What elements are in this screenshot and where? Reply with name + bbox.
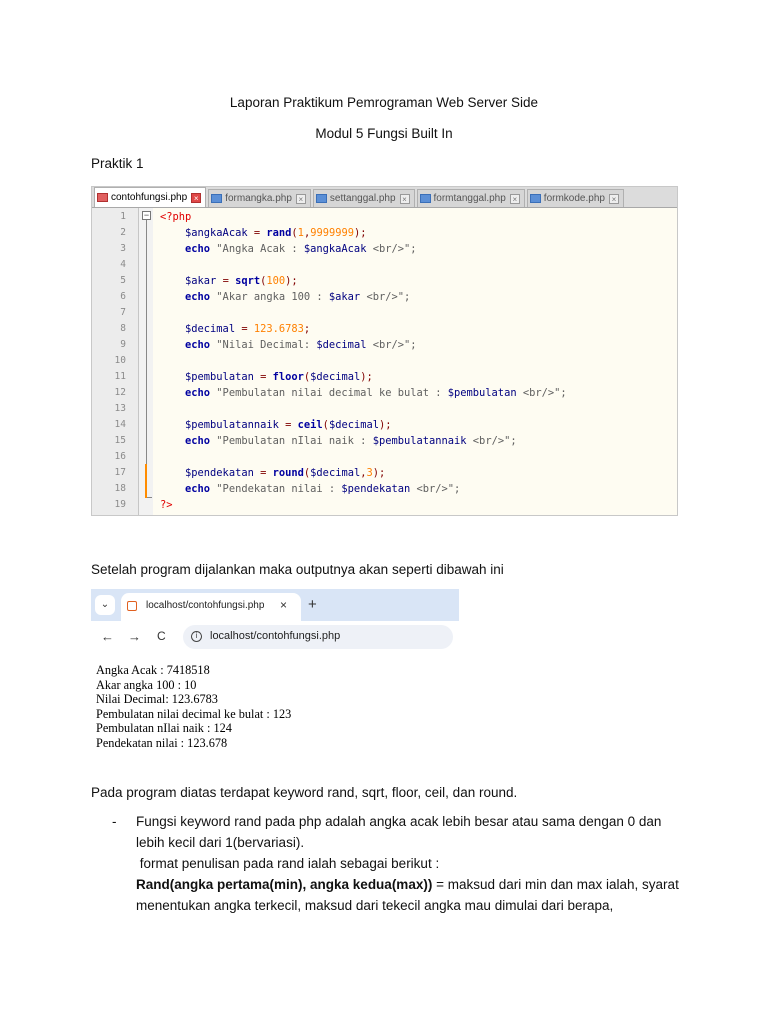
code-token: "Akar angka 100 : xyxy=(210,291,329,303)
close-tab-icon[interactable]: × xyxy=(296,194,306,204)
code-token: echo xyxy=(160,339,211,351)
close-tab-icon[interactable]: × xyxy=(609,194,619,204)
code-token: ?> xyxy=(160,499,173,511)
output-line: Akar angka 100 : 10 xyxy=(96,677,197,692)
line-number: 8 xyxy=(120,323,126,334)
line-number: 18 xyxy=(114,483,126,494)
code-token: "Pembulatan nilai decimal ke bulat : xyxy=(210,387,448,399)
code-token: <br/>"; xyxy=(366,243,417,255)
code-text xyxy=(160,209,191,225)
line-number: 6 xyxy=(120,291,126,302)
code-token: ( xyxy=(291,227,298,239)
code-token: echo xyxy=(160,483,211,495)
editor-tab-label: settanggal.php xyxy=(329,193,396,204)
code-text xyxy=(160,433,517,449)
code-token: rand xyxy=(266,227,292,239)
code-token: echo xyxy=(160,387,211,399)
code-token: 9999999 xyxy=(310,227,354,239)
output-line: Pendekatan nilai : 123.678 xyxy=(96,735,228,750)
code-line xyxy=(92,353,677,369)
code-token: 100 xyxy=(266,275,286,287)
code-token: ; xyxy=(303,323,311,335)
code-token: "Pembulatan nIlai naik : xyxy=(210,435,373,447)
code-token: ( xyxy=(303,467,311,479)
editor-tab-label: formkode.php xyxy=(543,193,605,204)
editor-tab[interactable] xyxy=(527,189,624,207)
code-token: ); xyxy=(378,419,392,431)
code-text xyxy=(160,417,392,433)
code-line xyxy=(92,209,677,225)
tab-search-icon[interactable]: ⌄ xyxy=(95,595,115,615)
line-number: 11 xyxy=(114,371,126,382)
line-number: 15 xyxy=(114,435,126,446)
code-token: $decimal xyxy=(310,371,361,383)
code-line xyxy=(92,385,677,401)
code-token: $decimal xyxy=(316,339,367,351)
editor-tab[interactable] xyxy=(94,187,206,207)
code-token: $pembulatan xyxy=(447,387,517,399)
bullet-dash: - xyxy=(112,814,117,829)
code-token: sqrt xyxy=(235,275,261,287)
editor-tab[interactable] xyxy=(313,189,415,207)
code-token: ); xyxy=(285,275,298,287)
editor-tab-label: formangka.php xyxy=(225,193,292,204)
code-token: "Angka Acak : xyxy=(210,243,304,255)
line-number: 9 xyxy=(120,339,126,350)
code-text xyxy=(160,321,310,337)
line-number: 14 xyxy=(114,419,126,430)
code-token: $pendekatan xyxy=(160,467,254,479)
code-token: floor xyxy=(272,371,304,383)
reload-icon[interactable]: C xyxy=(157,629,166,643)
browser-tab[interactable] xyxy=(121,593,301,621)
editor-tab-label: formtanggal.php xyxy=(433,193,506,204)
code-line xyxy=(92,257,677,273)
code-token: <br/>"; xyxy=(466,435,517,447)
code-token: ( xyxy=(260,275,267,287)
code-line xyxy=(92,241,677,257)
code-token: 123.6783 xyxy=(253,323,304,335)
code-text xyxy=(160,369,373,385)
code-token: echo xyxy=(160,243,211,255)
code-token: $akar xyxy=(328,291,361,303)
browser-tab-title: localhost/contohfungsi.php xyxy=(146,600,265,611)
code-token: round xyxy=(272,467,304,479)
code-token: ceil xyxy=(297,419,323,431)
section-heading: Praktik 1 xyxy=(91,156,144,171)
code-token: 1 xyxy=(297,227,304,239)
address-text: localhost/contohfungsi.php xyxy=(210,630,341,642)
bullet-line-5: menentukan angka terkecil, maksud dari tekecil angka mau dimulai dari berapa, xyxy=(136,898,614,913)
info-icon[interactable]: i xyxy=(191,631,202,642)
code-token: ); xyxy=(354,227,367,239)
close-tab-icon[interactable]: × xyxy=(280,598,288,612)
code-token: echo xyxy=(160,291,211,303)
bullet-line-4 xyxy=(136,877,679,892)
document-title: Laporan Praktikum Pemrograman Web Server Side xyxy=(229,95,539,110)
code-token: ( xyxy=(322,419,329,431)
code-token: $angkaAcak xyxy=(303,243,367,255)
code-token: $decimal xyxy=(328,419,379,431)
file-icon xyxy=(420,194,431,203)
browser-toolbar xyxy=(91,621,459,653)
code-line xyxy=(92,321,677,337)
code-token: $decimal xyxy=(160,323,236,335)
code-token: echo xyxy=(160,435,211,447)
output-intro: Setelah program dijalankan maka outputnya akan seperti dibawah ini xyxy=(91,562,504,577)
output-line: Pembulatan nIlai naik : 124 xyxy=(96,721,232,736)
rand-syntax-explanation: = maksud dari min dan max ialah, syarat xyxy=(432,877,679,892)
file-icon xyxy=(316,194,327,203)
code-line xyxy=(92,225,677,241)
file-icon xyxy=(530,194,541,203)
code-text xyxy=(160,465,385,481)
editor-tab-label: contohfungsi.php xyxy=(111,192,188,203)
code-line xyxy=(92,289,677,305)
browser-screenshot xyxy=(91,589,459,653)
code-text xyxy=(160,241,417,257)
code-token: $decimal xyxy=(310,467,361,479)
code-token: ( xyxy=(303,371,311,383)
browser-tabstrip xyxy=(91,589,459,621)
code-token: = xyxy=(235,323,254,335)
code-line xyxy=(92,305,677,321)
editor-tab[interactable] xyxy=(417,189,525,207)
code-line xyxy=(92,449,677,465)
bullet-line-1: Fungsi keyword rand pada php adalah angka acak lebih besar atau sama dengan 0 dan xyxy=(136,814,662,829)
fold-toggle-icon[interactable]: − xyxy=(143,210,150,220)
code-token: <br/>"; xyxy=(410,483,461,495)
code-line xyxy=(92,369,677,385)
code-token: ); xyxy=(360,371,373,383)
code-line xyxy=(92,481,677,497)
code-token: , xyxy=(303,227,311,239)
output-line: Angka Acak : 7418518 xyxy=(96,663,210,677)
summary-text: Pada program diatas terdapat keyword rand, sqrt, floor, ceil, dan round. xyxy=(91,785,518,800)
code-line xyxy=(92,465,677,481)
code-line xyxy=(92,337,677,353)
code-token: = xyxy=(216,275,236,287)
new-tab-icon[interactable]: + xyxy=(308,596,317,613)
line-number: 2 xyxy=(120,227,126,238)
code-token: "Pendekatan nilai : xyxy=(210,483,342,495)
line-number: 5 xyxy=(120,275,126,286)
code-token: , xyxy=(360,467,367,479)
rand-syntax: Rand(angka pertama(min), angka kedua(max)) xyxy=(136,877,433,892)
code-token: $akar xyxy=(160,275,217,287)
line-number: 12 xyxy=(114,387,126,398)
code-text xyxy=(160,497,173,513)
line-number: 1 xyxy=(120,211,126,222)
code-token: = xyxy=(253,467,273,479)
document-subtitle: Modul 5 Fungsi Built In xyxy=(315,126,453,141)
close-tab-icon[interactable]: × xyxy=(510,194,520,204)
favicon-icon xyxy=(127,601,137,611)
bullet-line-3: format penulisan pada rand ialah sebagai berikut : xyxy=(136,856,440,871)
line-number: 16 xyxy=(114,451,126,462)
code-token: $angkaAcak xyxy=(160,227,248,239)
address-bar[interactable] xyxy=(183,625,453,649)
line-number: 3 xyxy=(120,243,126,254)
back-arrow-icon[interactable]: ← xyxy=(101,629,114,644)
code-token: = xyxy=(247,227,267,239)
line-number: 17 xyxy=(114,467,126,478)
code-line xyxy=(92,417,677,433)
code-token: $pembulatannaik xyxy=(160,419,279,431)
code-token: ); xyxy=(372,467,386,479)
close-tab-icon[interactable]: × xyxy=(191,193,201,203)
editor-tab-bar xyxy=(92,187,677,208)
file-icon xyxy=(97,193,108,202)
code-token: "Nilai Decimal: xyxy=(210,339,317,351)
file-icon xyxy=(211,194,222,203)
code-text xyxy=(160,273,298,289)
browser-output xyxy=(96,663,291,751)
forward-arrow-icon[interactable]: → xyxy=(128,629,141,644)
code-token: <?php xyxy=(160,211,192,223)
code-token: <br/>"; xyxy=(516,387,567,399)
code-token: 3 xyxy=(366,467,373,479)
line-number: 19 xyxy=(114,499,126,510)
change-history-marker xyxy=(145,464,147,498)
output-line: Pembulatan nilai decimal ke bulat : 123 xyxy=(96,706,292,721)
code-token: $pembulatan xyxy=(160,371,254,383)
line-number: 13 xyxy=(114,403,126,414)
close-tab-icon[interactable]: × xyxy=(400,194,410,204)
code-line xyxy=(92,401,677,417)
code-editor-screenshot xyxy=(91,186,678,516)
code-text xyxy=(160,289,410,305)
editor-tab[interactable] xyxy=(208,189,311,207)
code-text xyxy=(160,481,460,497)
line-number: 7 xyxy=(120,307,126,318)
code-token: <br/>"; xyxy=(366,339,417,351)
code-token: = xyxy=(253,371,273,383)
line-number: 4 xyxy=(120,259,126,270)
code-token: $pendekatan xyxy=(341,483,411,495)
code-token: = xyxy=(278,419,298,431)
code-line xyxy=(92,497,677,513)
code-line xyxy=(92,273,677,289)
code-text xyxy=(160,337,417,353)
bullet-line-2: lebih kecil dari 1(bervariasi). xyxy=(136,835,305,850)
line-number: 10 xyxy=(114,355,126,366)
code-line xyxy=(92,433,677,449)
output-line: Nilai Decimal: 123.6783 xyxy=(96,692,218,707)
code-text xyxy=(160,385,567,401)
code-text xyxy=(160,225,367,241)
code-area xyxy=(92,208,677,515)
code-token: $pembulatannaik xyxy=(372,435,467,447)
code-token: <br/>"; xyxy=(360,291,411,303)
